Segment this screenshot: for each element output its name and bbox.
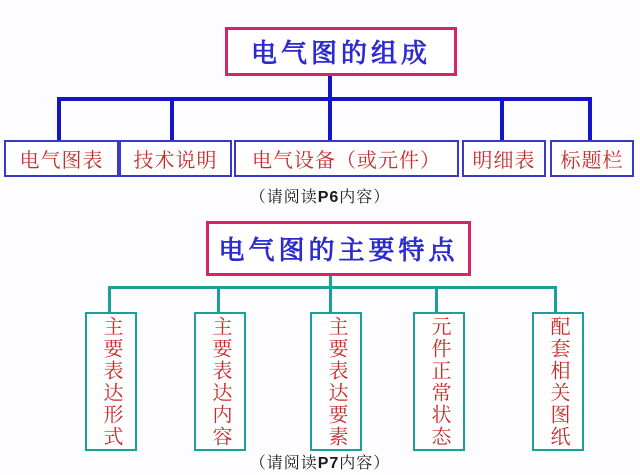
composition-node-diagram-tables (4, 140, 119, 177)
connector-features-drop-5 (554, 286, 557, 312)
caption-suffix: 内容） (339, 189, 391, 206)
node-label: 配套相关图纸 (547, 315, 569, 448)
connector-composition-root-drop (328, 76, 332, 140)
features-title: 电气图的主要特点 (218, 236, 459, 265)
connector-features-drop-4 (435, 286, 438, 312)
caption-page-ref: P7 (317, 455, 340, 472)
caption-prefix: （请阅读 (249, 189, 318, 206)
caption-suffix: 内容） (339, 455, 391, 472)
features-caption (0, 450, 640, 473)
node-label: 主要表达形式 (100, 315, 122, 448)
caption-prefix: （请阅读 (249, 455, 318, 472)
features-node-related-drawings (532, 312, 584, 451)
composition-node-title-block (550, 140, 634, 177)
connector-features-drop-2 (217, 286, 220, 312)
features-node-expression-content (194, 312, 246, 451)
node-label: 主要表达要素 (325, 315, 347, 448)
connector-composition-drop-1 (57, 97, 61, 140)
features-node-expression-elements (310, 312, 362, 451)
connector-composition-hbar (57, 97, 592, 101)
composition-caption (0, 184, 640, 207)
node-label: 电气图表 (19, 150, 104, 172)
connector-composition-drop-2 (170, 97, 174, 140)
connector-composition-drop-5 (588, 97, 592, 140)
node-label: 电气设备（或元件） (252, 150, 441, 172)
composition-node-technical-notes (119, 140, 232, 177)
composition-node-detail-list (462, 140, 546, 177)
connector-features-drop-1 (108, 286, 111, 312)
connector-features-hbar (108, 286, 557, 289)
composition-node-electrical-equipment (234, 140, 459, 177)
features-title-box (206, 221, 471, 276)
node-label: 元件正常状态 (428, 315, 450, 448)
composition-title-box (225, 27, 457, 76)
features-node-expression-form (85, 312, 137, 451)
connector-features-root-drop (329, 276, 332, 312)
node-label: 主要表达内容 (209, 315, 231, 448)
node-label: 明细表 (472, 150, 536, 172)
connector-composition-drop-4 (500, 97, 504, 140)
composition-title: 电气图的组成 (250, 39, 431, 68)
node-label: 标题栏 (560, 150, 624, 172)
node-label: 技术说明 (133, 150, 218, 172)
features-node-component-normal-state (413, 312, 465, 451)
caption-page-ref: P6 (317, 189, 340, 206)
